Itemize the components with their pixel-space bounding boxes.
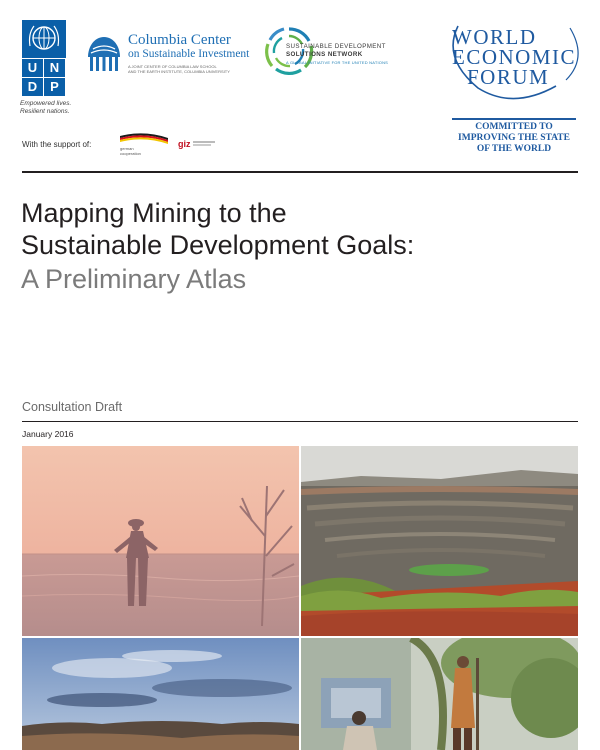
section-divider — [22, 421, 578, 422]
wef-commitment-line3: OF THE WORLD — [476, 144, 552, 154]
sdsn-title-line2: SOLUTIONS NETWORK — [286, 51, 363, 58]
un-emblem-icon — [22, 20, 66, 58]
undp-letter-u: U — [22, 59, 43, 77]
columbia-name-line1: Columbia Center — [128, 32, 231, 48]
undp-tagline — [20, 100, 100, 115]
german-cooperation-flag-icon — [118, 132, 170, 146]
columbia-center-name — [128, 33, 249, 61]
sdsn-title-line1: SUSTAINABLE DEVELOPMENT — [286, 43, 386, 50]
page-title-line1: Mapping Mining to the — [21, 198, 287, 228]
sdsn-tagline: A GLOBAL INITIATIVE FOR THE UNITED NATIONS — [286, 60, 389, 65]
columbia-sub-line2: AND THE EARTH INSTITUTE, COLUMBIA UNIVERSITY — [128, 69, 230, 74]
wef-word-world: WORLD — [452, 25, 537, 49]
photo-open-pit-mine — [301, 446, 578, 636]
wef-commitment-line2: IMPROVING THE STATE — [458, 133, 570, 143]
photo-fisherman-at-water — [22, 446, 299, 636]
photo-workers-village — [301, 638, 578, 750]
header-divider — [22, 171, 578, 173]
undp-tagline-line2: Resilient nations. — [20, 107, 70, 115]
undp-tagline-line1: Empowered lives. — [20, 100, 72, 107]
wef-word-economic: ECONOMIC — [452, 45, 577, 69]
german-text-line2: cooperation — [120, 150, 141, 156]
undp-letter-p: P — [44, 78, 65, 96]
wef-divider — [452, 118, 576, 120]
giz-logo: giz — [178, 139, 191, 149]
undp-logo — [22, 20, 66, 96]
german-text-line1: german — [120, 146, 134, 151]
page-subtitle: A Preliminary Atlas — [21, 264, 247, 294]
support-label: With the support of: — [22, 140, 92, 149]
columbia-sub-line1: A JOINT CENTER OF COLUMBIA LAW SCHOOL — [128, 64, 217, 69]
publication-date: January 2016 — [22, 429, 74, 439]
giz-fine-print — [193, 141, 218, 146]
german-cooperation-text — [120, 147, 180, 156]
columbia-name-line2: on Sustainable Investment — [128, 48, 250, 60]
undp-letter-d: D — [22, 78, 43, 96]
columbia-emblem-icon — [86, 35, 122, 75]
columbia-subtext — [128, 64, 258, 74]
photo-landscape-clouds — [22, 638, 299, 750]
undp-letter-n: N — [44, 59, 65, 77]
page-title-line2: Sustainable Development Goals: — [21, 230, 415, 260]
wef-word-forum: FORUM — [467, 65, 550, 89]
wef-commitment-line1: COMMITTED TO — [475, 122, 553, 132]
draft-status-label: Consultation Draft — [22, 400, 123, 414]
